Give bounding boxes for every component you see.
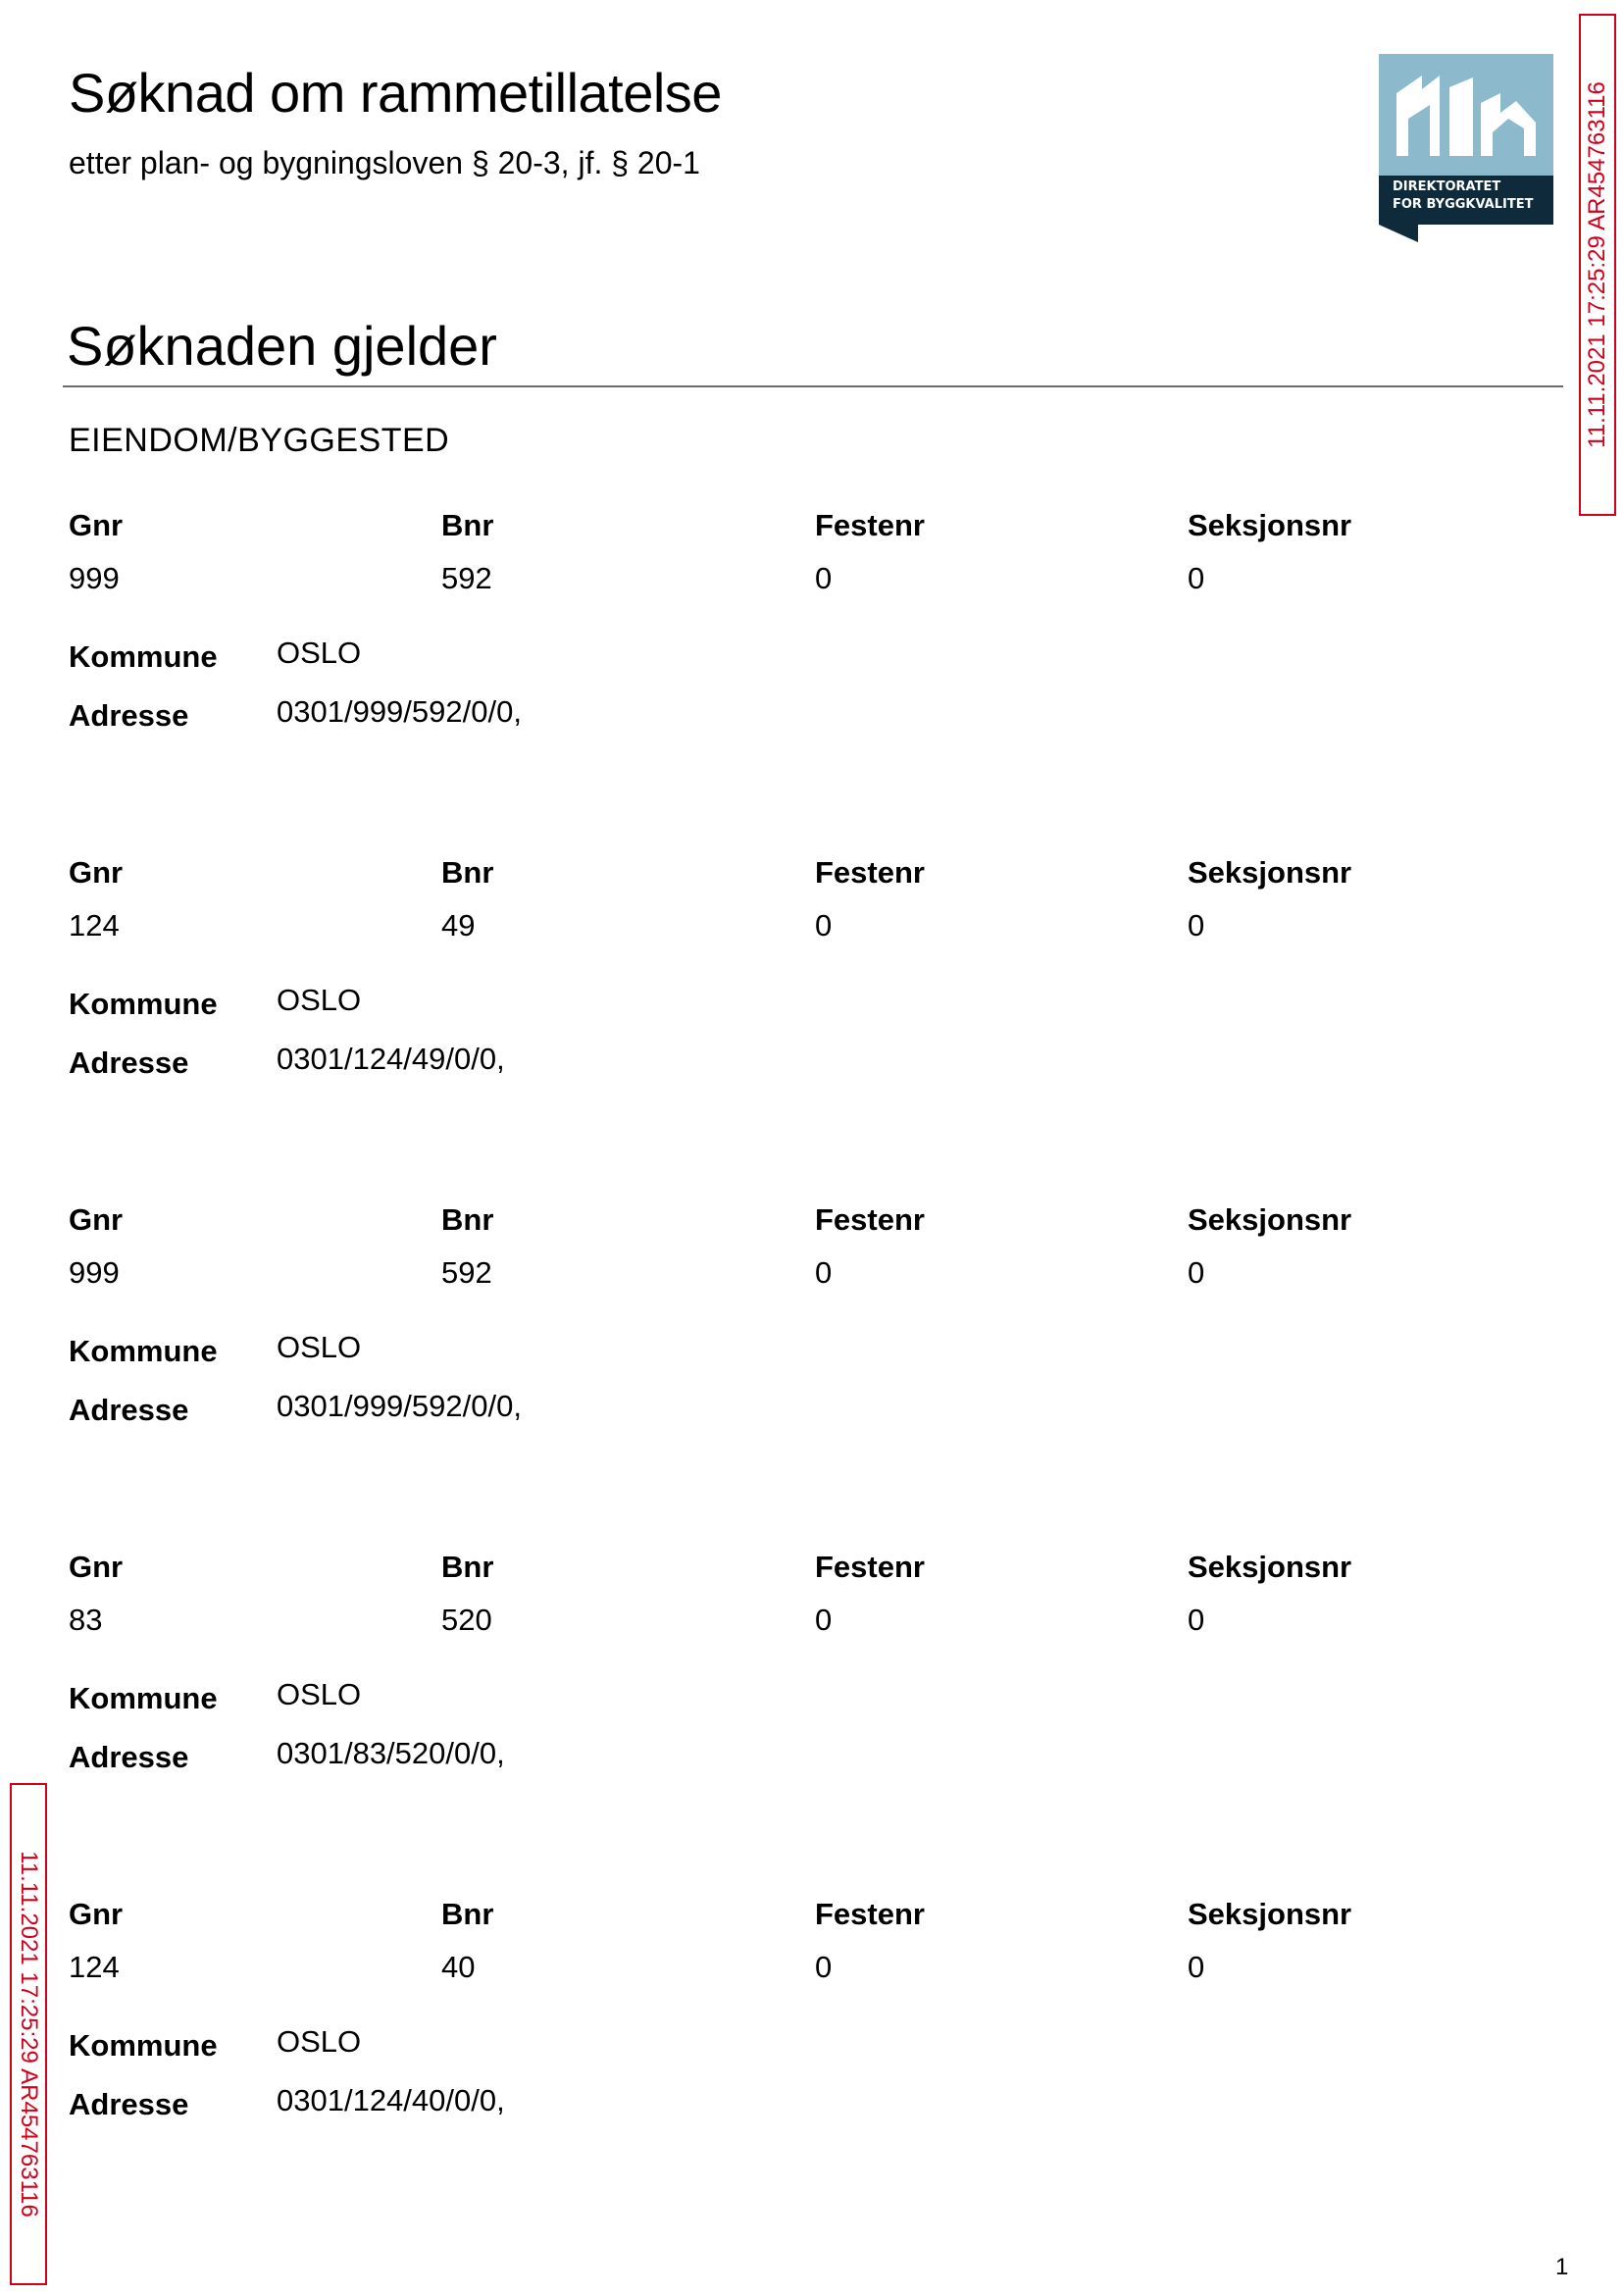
bnr-label: Bnr [441,508,494,542]
subsection-title: EIENDOM/BYGGESTED [69,422,450,459]
gnr-field [69,1202,422,1291]
seksjonsnr-field [1188,508,1541,596]
bnr-field [441,855,794,943]
section-title: Søknaden gjelder [67,315,497,377]
seksjonsnr-field [1188,1202,1541,1291]
seksjonsnr-field [1188,1550,1541,1638]
festenr-label: Festenr [815,508,925,542]
festenr-field [815,1897,1168,1985]
bnr-field [441,508,794,596]
logo-text-line1: DIREKTORATET [1393,179,1501,194]
festenr-field [815,1550,1168,1638]
property-block [69,508,1540,753]
kommune-label: Kommune [69,639,218,674]
seksjonsnr-field [1188,855,1541,943]
kommune-value: OSLO [277,1330,362,1364]
festenr-label: Festenr [815,1897,925,1931]
kommune-label: Kommune [69,2028,218,2063]
gnr-field [69,1550,422,1638]
bnr-field [441,1202,794,1291]
gnr-field [69,855,422,943]
bnr-label: Bnr [441,1202,494,1237]
gnr-value: 999 [69,561,120,595]
seksjonsnr-value: 0 [1188,1603,1205,1637]
bnr-value: 520 [441,1603,492,1637]
property-block [69,1550,1540,1795]
bnr-value: 592 [441,561,492,595]
kommune-value: OSLO [277,983,362,1017]
stamp-text: 11.11.2021 17:25:29 AR454763116 [1584,81,1610,448]
seksjonsnr-label: Seksjonsnr [1188,855,1352,890]
kommune-value: OSLO [277,2024,362,2059]
property-block [69,1202,1540,1448]
property-block [69,1897,1540,2142]
festenr-label: Festenr [815,1202,925,1237]
festenr-value: 0 [815,561,833,595]
adresse-value: 0301/999/592/0/0, [277,694,522,729]
festenr-label: Festenr [815,855,925,890]
festenr-value: 0 [815,1950,833,1984]
kommune-label: Kommune [69,987,218,1021]
festenr-value: 0 [815,908,833,943]
page-subtitle: etter plan- og bygningsloven § 20-3, jf. § 20-1 [69,145,700,180]
page-number: 1 [1555,2254,1569,2280]
timestamp-stamp-bottom [10,1783,47,2285]
kommune-label: Kommune [69,1334,218,1368]
festenr-field [815,1202,1168,1291]
bnr-value: 49 [441,908,476,943]
kommune-label: Kommune [69,1681,218,1715]
bnr-value: 40 [441,1950,476,1984]
seksjonsnr-value: 0 [1188,908,1205,943]
festenr-field [815,508,1168,596]
seksjonsnr-value: 0 [1188,1950,1205,1984]
adresse-label: Adresse [69,698,189,733]
gnr-label: Gnr [69,1202,124,1237]
kommune-value: OSLO [277,1677,362,1711]
logo-text-line2: FOR BYGGKVALITET [1393,197,1534,212]
gnr-value: 999 [69,1255,120,1290]
gnr-label: Gnr [69,508,124,542]
adresse-value: 0301/124/49/0/0, [277,1042,505,1076]
stamp-text: 11.11.2021 17:25:29 AR454763116 [16,1851,42,2218]
adresse-value: 0301/83/520/0/0, [277,1736,505,1770]
dibk-logo [1379,54,1553,242]
bnr-field [441,1897,794,1985]
gnr-field [69,1897,422,1985]
bnr-label: Bnr [441,855,494,890]
seksjonsnr-label: Seksjonsnr [1188,1202,1352,1237]
festenr-field [815,855,1168,943]
gnr-value: 83 [69,1603,103,1637]
gnr-label: Gnr [69,1897,124,1931]
gnr-label: Gnr [69,855,124,890]
bnr-label: Bnr [441,1550,494,1584]
festenr-value: 0 [815,1603,833,1637]
festenr-value: 0 [815,1255,833,1290]
adresse-value: 0301/999/592/0/0, [277,1389,522,1423]
seksjonsnr-value: 0 [1188,561,1205,595]
kommune-value: OSLO [277,636,362,670]
gnr-label: Gnr [69,1550,124,1584]
seksjonsnr-value: 0 [1188,1255,1205,1290]
section-divider [63,385,1563,387]
dibk-logo-icon [1379,54,1553,242]
timestamp-stamp-top [1579,14,1616,516]
bnr-value: 592 [441,1255,492,1290]
bnr-label: Bnr [441,1897,494,1931]
seksjonsnr-label: Seksjonsnr [1188,1897,1352,1931]
adresse-label: Adresse [69,2087,189,2121]
gnr-value: 124 [69,1950,120,1984]
adresse-value: 0301/124/40/0/0, [277,2083,505,2117]
seksjonsnr-label: Seksjonsnr [1188,1550,1352,1584]
adresse-label: Adresse [69,1045,189,1080]
seksjonsnr-label: Seksjonsnr [1188,508,1352,542]
bnr-field [441,1550,794,1638]
festenr-label: Festenr [815,1550,925,1584]
property-block [69,855,1540,1100]
page-title: Søknad om rammetillatelse [69,62,722,124]
gnr-value: 124 [69,908,120,943]
adresse-label: Adresse [69,1740,189,1774]
adresse-label: Adresse [69,1393,189,1427]
gnr-field [69,508,422,596]
seksjonsnr-field [1188,1897,1541,1985]
